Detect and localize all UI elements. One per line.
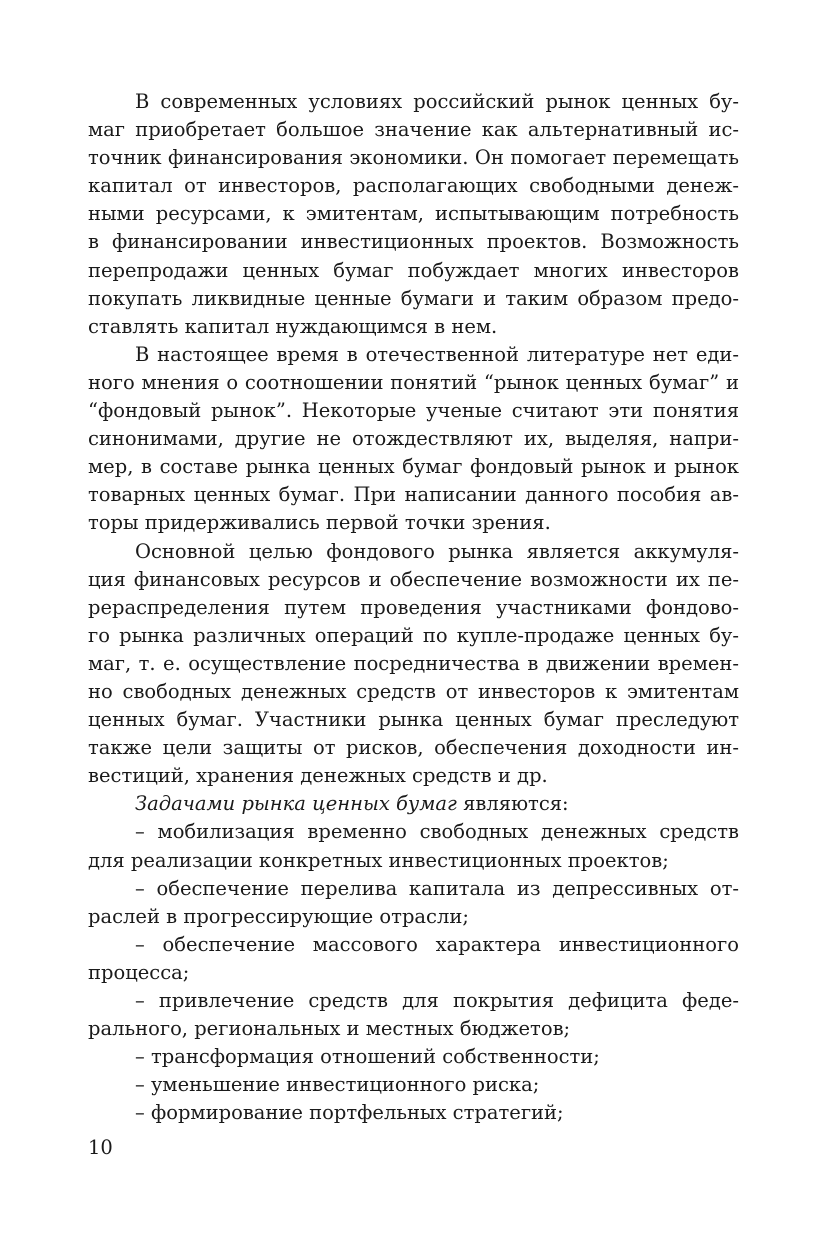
text-line: – уменьшение инвестиционного риска; [135, 1073, 540, 1097]
text-line: В современных условиях российский рынок ценных бу- [135, 90, 739, 113]
paragraph-2 [88, 341, 739, 538]
text-line: ставлять капитал нуждающимся в нем. [88, 314, 498, 338]
list-item [88, 818, 739, 874]
text-line: маг, т. е. осуществление посредничества в движении времен- [88, 651, 739, 675]
text-line: – привлечение средств для покрытия дефицита феде- [135, 989, 739, 1012]
paragraph-1 [88, 88, 739, 341]
text-line: рального, региональных и местных бюджетов; [88, 1017, 571, 1041]
text-line: ного мнения о соотношении понятий “рынок ценных бумаг” и [88, 370, 739, 394]
text-line: также цели защиты от рисков, обеспечения доходности ин- [88, 736, 739, 760]
text-line: покупать ликвидные ценные бумаги и таким образом предо- [88, 286, 739, 310]
tasks-list [88, 818, 739, 1127]
text-line: перепродажи ценных бумаг побуждает многих инвесторов [88, 258, 739, 282]
text-line: го рынка различных операций по купле-продаже ценных бу- [88, 623, 739, 647]
tasks-intro-rest: являются: [456, 792, 569, 816]
page-body [88, 88, 739, 1127]
page-number: 10 [88, 1136, 113, 1159]
text-line: капитал от инвесторов, располагающих свободными денеж- [88, 174, 739, 198]
text-line: маг приобретает большое значение как альтернативный ис- [88, 118, 739, 142]
text-line: рераспределения путем проведения участниками фондово- [88, 595, 739, 619]
text-line: вестиций, хранения денежных средств и др. [88, 764, 548, 788]
text-line: – трансформация отношений собственности; [135, 1045, 600, 1069]
text-line: но свободных денежных средств от инвесторов к эмитентам [88, 679, 739, 703]
paragraph-3 [88, 538, 739, 791]
text-line: торы придерживались первой точки зрения. [88, 511, 551, 535]
list-item [88, 875, 739, 931]
text-line: ценных бумаг. Участники рынка ценных бумаг преследуют [88, 708, 739, 732]
list-item [88, 1043, 739, 1071]
text-line: “фондовый рынок”. Некоторые ученые считают эти понятия [88, 399, 739, 423]
text-line: раслей в прогрессирующие отрасли; [88, 904, 469, 928]
text-line: – обеспечение перелива капитала из депрессивных от- [135, 876, 739, 900]
text-line: товарных ценных бумаг. При написании данного пособия ав- [88, 483, 739, 507]
text-line: синонимами, другие не отождествляют их, выделяя, напри- [88, 427, 739, 451]
tasks-intro [88, 790, 739, 818]
text-line: ными ресурсами, к эмитентам, испытывающим потребность [88, 202, 739, 226]
list-item [88, 931, 739, 987]
text-line: Основной целью фондового рынка является аккумуля- [135, 539, 739, 563]
text-line: – формирование портфельных стратегий; [135, 1101, 564, 1125]
text-line: для реализации конкретных инвестиционных проектов; [88, 848, 669, 872]
text-line: в финансировании инвестиционных проектов. Возможность [88, 230, 739, 254]
list-item [88, 987, 739, 1043]
list-item [88, 1071, 739, 1099]
text-line: – мобилизация временно свободных денежных средств [135, 820, 739, 844]
text-line: мер, в составе рынка ценных бумаг фондовый рынок и рынок [88, 455, 739, 479]
text-line: В настоящее время в отечественной литературе нет еди- [135, 342, 739, 366]
tasks-intro-italic: Задачами рынка ценных бумаг [135, 792, 457, 816]
text-line: – обеспечение массового характера инвестиционного [135, 932, 739, 956]
text-line: ция финансовых ресурсов и обеспечение возможности их пе- [88, 567, 739, 591]
list-item [88, 1099, 739, 1127]
text-line: точник финансирования экономики. Он помогает перемещать [88, 146, 739, 170]
text-line: процесса; [88, 960, 190, 984]
